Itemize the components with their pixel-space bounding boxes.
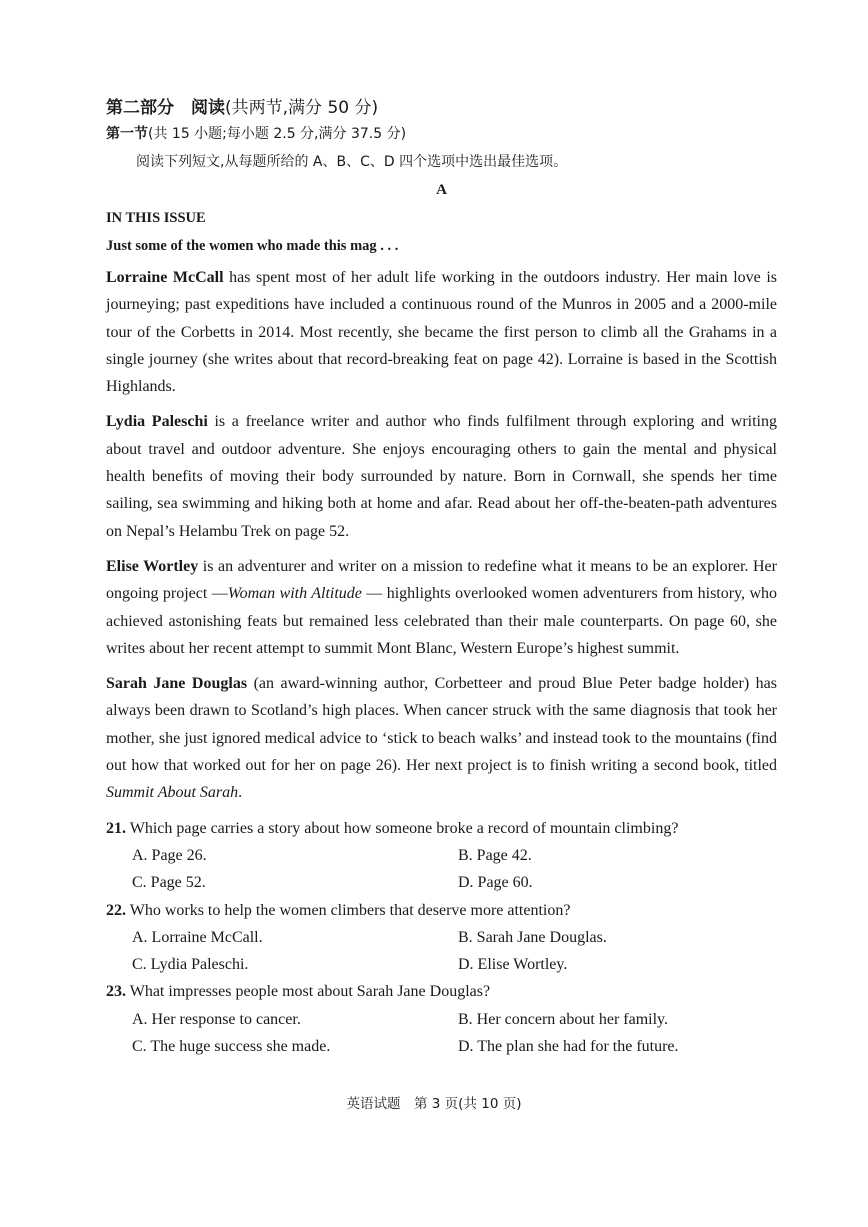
person-name: Lydia Paleschi: [106, 413, 208, 431]
question-stem: [106, 978, 777, 1005]
question-22: [106, 897, 777, 979]
instruction: 阅读下列短文,从每题所给的 A、B、C、D 四个选项中选出最佳选项。: [136, 154, 568, 170]
paragraph-elise: [106, 553, 777, 662]
paragraph-lorraine: [106, 264, 777, 400]
paragraph-text: (an award-winning author, Corbetteer and proud Blue Peter badge holder) has always been drawn to Scotland’s high places. When cancer struck with the same diagnosis that took her mother, she just ignored medical advice to ‘stick to beach walks’ and instead took to the mountains (find out how that worked out for her on page 26). Her next project is to finish writing a second book, titled: [106, 675, 777, 775]
question-stem: [106, 815, 777, 842]
option-c[interactable]: C. The huge success she made.: [132, 1038, 331, 1056]
section-title-text: 第一节: [106, 126, 148, 142]
book-title: Summit About Sarah: [106, 784, 239, 802]
paragraph-lydia: [106, 408, 777, 544]
option-a[interactable]: A. Lorraine McCall.: [132, 928, 263, 946]
option-c[interactable]: C. Lydia Paleschi.: [132, 956, 249, 974]
question-number: 23.: [106, 983, 126, 1001]
question-number: 21.: [106, 819, 126, 837]
question-21: [106, 815, 777, 897]
option-d[interactable]: D. Elise Wortley.: [458, 956, 568, 974]
answer-options: [106, 924, 777, 979]
section-title: [106, 121, 777, 148]
project-title: Woman with Altitude: [227, 585, 362, 603]
part-title: [106, 95, 777, 121]
option-b[interactable]: B. Sarah Jane Douglas.: [458, 928, 607, 946]
part-title-sub: (共两节,满分 50 分): [225, 98, 379, 118]
option-d[interactable]: D. Page 60.: [458, 874, 533, 892]
question-stem: [106, 897, 777, 924]
page-footer: 英语试题 第 3 页(共 10 页): [346, 1096, 522, 1112]
question-text: Who works to help the women climbers that deserve more attention?: [126, 901, 571, 919]
paragraph-text: has spent most of her adult life working in the outdoors industry. Her main love is journeying; past expeditions have included a continuous round of the Munros in 2005 and a 2000-mile tour of the Corbetts in 2014. Most recently, she became the first person to climb all the Grahams in a single journey (she writes about that record-breaking feat on page 42). Lorraine is based in the Scottish Highlands.: [106, 269, 777, 396]
paragraph-sarah: [106, 670, 777, 806]
page-content: [106, 95, 777, 1060]
paragraph-text: is an adventurer and writer on a mission to redefine what it means to be an explorer. Her ongoing project —: [106, 557, 777, 603]
person-name: Elise Wortley: [106, 557, 199, 575]
answer-options: [106, 842, 777, 897]
option-a[interactable]: A. Page 26.: [132, 846, 207, 864]
question-23: [106, 978, 777, 1060]
paragraph-text: is a freelance writer and author who finds fulfilment through exploring and writing about travel and outdoor adventure. She enjoys encouraging others to gain the mental and physical health benefits of moving their body surrounded by nature. Born in Cornwall, she spends her time sailing, sea swimming and hiking both at home and afar. Read about her off-the-beaten-path adventures on Nepal’s Helambu Trek on page 52.: [106, 413, 778, 540]
issue-subheading: Just some of the women who made this mag . . .: [106, 238, 399, 254]
question-text: Which page carries a story about how someone broke a record of mountain climbing?: [126, 819, 679, 837]
option-b[interactable]: B. Her concern about her family.: [458, 1010, 668, 1028]
option-a[interactable]: A. Her response to cancer.: [132, 1010, 301, 1028]
person-name: Sarah Jane Douglas: [106, 675, 248, 693]
section-title-sub: (共 15 小题;每小题 2.5 分,满分 37.5 分): [148, 126, 407, 142]
question-text: What impresses people most about Sarah Jane Douglas?: [126, 983, 491, 1001]
paragraph-text: .: [238, 784, 243, 802]
question-number: 22.: [106, 901, 126, 919]
person-name: Lorraine McCall: [106, 269, 224, 286]
option-b[interactable]: B. Page 42.: [458, 846, 532, 864]
answer-options: [106, 1006, 777, 1061]
paragraph-text: — highlights overlooked women adventurers from history, who achieved astonishing feats but remained less celebrated than their male counterparts. On page 60, she writes about her recent attempt to summit Mont Blanc, Western Europe’s highest summit.: [106, 585, 778, 657]
issue-heading: IN THIS ISSUE: [106, 210, 206, 226]
passage-letter: A: [436, 182, 447, 198]
option-c[interactable]: C. Page 52.: [132, 874, 206, 892]
option-d[interactable]: D. The plan she had for the future.: [458, 1038, 679, 1056]
part-title-text: 第二部分 阅读: [106, 98, 225, 118]
